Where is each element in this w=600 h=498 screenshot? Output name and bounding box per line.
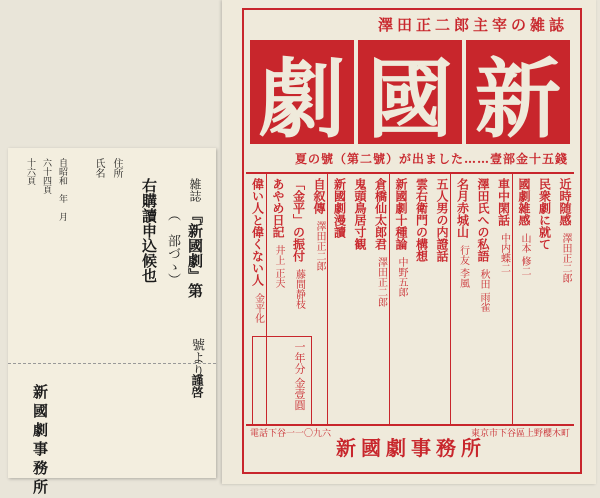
- contents-item: [477, 178, 489, 312]
- contents-item-title: 鬼頭鳥居寸観: [353, 178, 367, 250]
- magazine-flyer: [222, 0, 596, 484]
- contents-item: [559, 178, 571, 283]
- contents-item-title: 民衆劇に就て: [537, 178, 552, 250]
- contents-item-author: 金平化: [252, 290, 264, 324]
- publisher-address: 東京市下谷區上野櫻木町: [470, 429, 570, 439]
- masthead-char-2: 國: [358, 40, 462, 144]
- contents-item-title: 雲右衛門の構想: [414, 178, 429, 262]
- contents-item-title: あやめ日記: [271, 178, 285, 238]
- contents-item-title: 自叙傳: [312, 178, 326, 214]
- contents-item-title: 澤田氏への私語: [476, 178, 490, 262]
- subscribe-note: 一年分 金壹圓: [252, 336, 312, 426]
- contents-item: [539, 178, 551, 250]
- magazine-label: 雑誌: [188, 178, 202, 202]
- flyer-footer: [246, 426, 574, 466]
- column-rule: [512, 174, 513, 424]
- contents-item-author: 山本 修二: [519, 230, 530, 277]
- contents-item-author: 中野五郎: [396, 254, 407, 298]
- order-form: [8, 148, 216, 377]
- notice-section: [8, 363, 216, 498]
- contents-item: [416, 178, 428, 262]
- contents-item-author: 井上 正夫: [273, 242, 284, 289]
- contents-item-title: 倉橋仙太郎君: [373, 178, 388, 250]
- issue-line: 夏の號（第二號）が出ました……壹部金十五錢: [294, 152, 568, 166]
- contents-item-title: 新國劇十種論: [394, 178, 408, 250]
- period-label: 自昭和 年 月: [57, 158, 67, 221]
- contents-item-title: 偉い人と偉くない人: [250, 178, 265, 286]
- column-rule: [327, 174, 328, 424]
- rate-1: 六十四頁: [41, 158, 51, 194]
- contents-item: [272, 178, 284, 288]
- column-rule: [389, 174, 390, 424]
- contents-item: [334, 178, 346, 238]
- contents-item-author: 藤間静枝: [293, 266, 305, 310]
- kicker-title: 澤田正二郎主宰の雑誌: [377, 16, 568, 34]
- contents-item: [518, 178, 530, 276]
- order-card: [8, 148, 216, 498]
- contents-item-title: 名月赤城山: [455, 178, 470, 238]
- request-text: 右購讀申込候也: [140, 178, 158, 283]
- contents-item-author: 秋田 雨雀: [478, 266, 489, 313]
- from-issue: 號より: [189, 338, 204, 377]
- contents-item-author: 澤田正二郎: [560, 230, 571, 284]
- copies-field[interactable]: （ 部づゝ）: [165, 208, 180, 286]
- contents-item-title: 國劇雑感: [517, 178, 531, 226]
- publisher-name: 新國劇事務所: [336, 436, 486, 460]
- contents-item: [395, 178, 407, 297]
- card-publisher: 新國劇事務所: [31, 384, 49, 498]
- rate-2: 十六頁: [25, 158, 35, 185]
- contents-item-author: 澤田正二郎: [314, 218, 325, 272]
- contents-item-title: 車中閑話: [496, 178, 511, 226]
- notice-title: 謹啓: [190, 374, 204, 398]
- contents-item: [354, 178, 366, 250]
- contents-item-title: 近時随感: [558, 178, 572, 226]
- masthead: [250, 40, 570, 150]
- contents-item-title: 「金平」の振付: [291, 178, 306, 262]
- address-label: 住所: [111, 158, 122, 178]
- contents-item: [375, 178, 387, 307]
- contents-item-author: 行友 李風: [457, 242, 469, 289]
- contents-item: [457, 178, 469, 288]
- contents-item-author: 澤田正二郎: [375, 254, 387, 308]
- publisher-tel: 電話下谷一一〇九六: [250, 429, 332, 439]
- contents-item: [252, 178, 264, 323]
- contents-item-title: 五人男の内證話: [435, 178, 449, 262]
- contents-item-author: 中内蝶二: [498, 230, 510, 274]
- masthead-char-1: 新: [466, 40, 570, 144]
- contents-item: [436, 178, 448, 262]
- contents-item: [293, 178, 305, 309]
- contents-item: [498, 178, 510, 273]
- contents-item-title: 新國劇漫讀: [332, 178, 347, 238]
- name-label: 氏名: [93, 158, 104, 178]
- column-rule: [450, 174, 451, 424]
- magazine-name: 『新國劇』第: [186, 208, 204, 298]
- contents-item: [313, 178, 325, 271]
- masthead-char-3: 劇: [250, 40, 354, 144]
